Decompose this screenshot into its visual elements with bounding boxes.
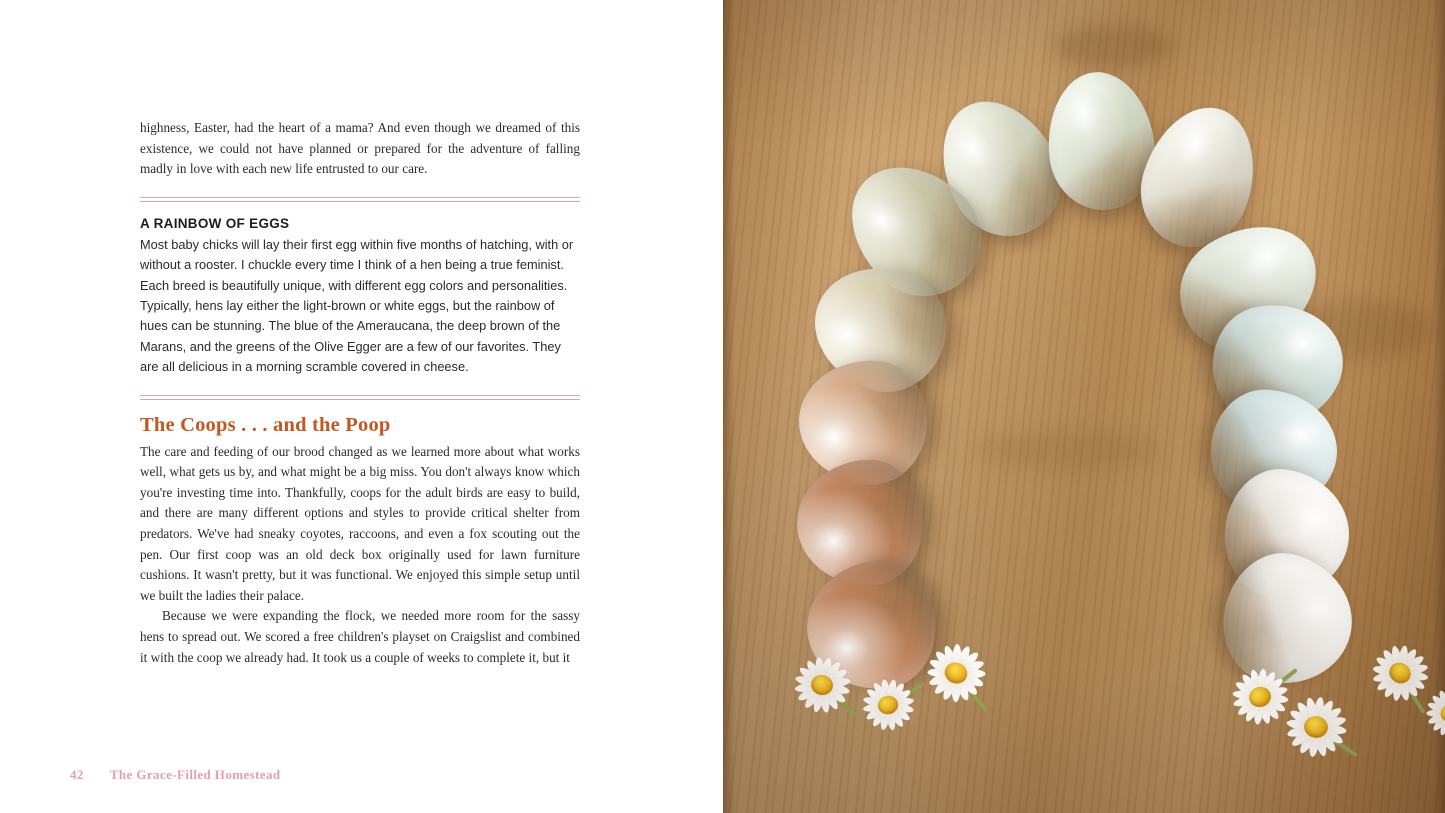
running-title: The Grace-Filled Homestead	[109, 767, 281, 782]
page-footer	[70, 767, 281, 783]
sidebar-heading: A RAINBOW OF EGGS	[140, 215, 290, 231]
plank-edge-left	[723, 0, 735, 813]
divider-rule-bottom	[140, 395, 580, 400]
wood-knot-1	[1053, 24, 1173, 70]
section-paragraph-2: Because we were expanding the flock, we needed more room for the sassy hens to spread out. We scored a free children's playset on Craigslist and combined it with the coop we already had. It took us a couple of weeks to complete it, but it	[140, 608, 580, 665]
continued-paragraph: highness, Easter, had the heart of a mama? And even though we dreamed of this existence, we could not have planned or prepared for the adventure of falling madly in love with each new life entrusted to our care.	[140, 120, 580, 177]
section-title: The Coops . . . and the Poop	[140, 413, 391, 436]
page-number: 42	[70, 767, 84, 782]
daisy-bottom-right-2	[1271, 682, 1361, 772]
section-paragraph-1: The care and feeding of our brood changed as we learned more about what works well, what gets us by, and what might be a big miss. You don't always know which you're investing time into. Thankfully, coops for the adult birds are easy to build, and there are many different options and styles to provide critical shelter from predators. We've had sneaky coyotes, raccoons, and even a fox scouting out the pen. Our first coop was an old deck box originally used for lawn furniture cushions. It wasn't pretty, but it was functional. We enjoyed this simple setup until we built the ladies their palace.	[140, 443, 580, 603]
text-column	[140, 118, 580, 668]
right-page-photo	[723, 0, 1445, 813]
divider-rule-top	[140, 197, 580, 202]
sidebar-body: Most baby chicks will lay their first egg within five months of hatching, with or without a rooster. I chuckle every time I think of a hen being a true feminist. Each breed is beautifully unique, with different egg colors and personalities. Typically, hens lay either the light-brown or white eggs, but the rainbow of hues can be stunning. The blue of the Ameraucana, the deep brown of the Marans, and the greens of the Olive Egger are a few of our favorites. They are all delicious in a morning scramble covered in cheese.	[140, 236, 574, 375]
wood-knot-3	[973, 430, 1163, 470]
